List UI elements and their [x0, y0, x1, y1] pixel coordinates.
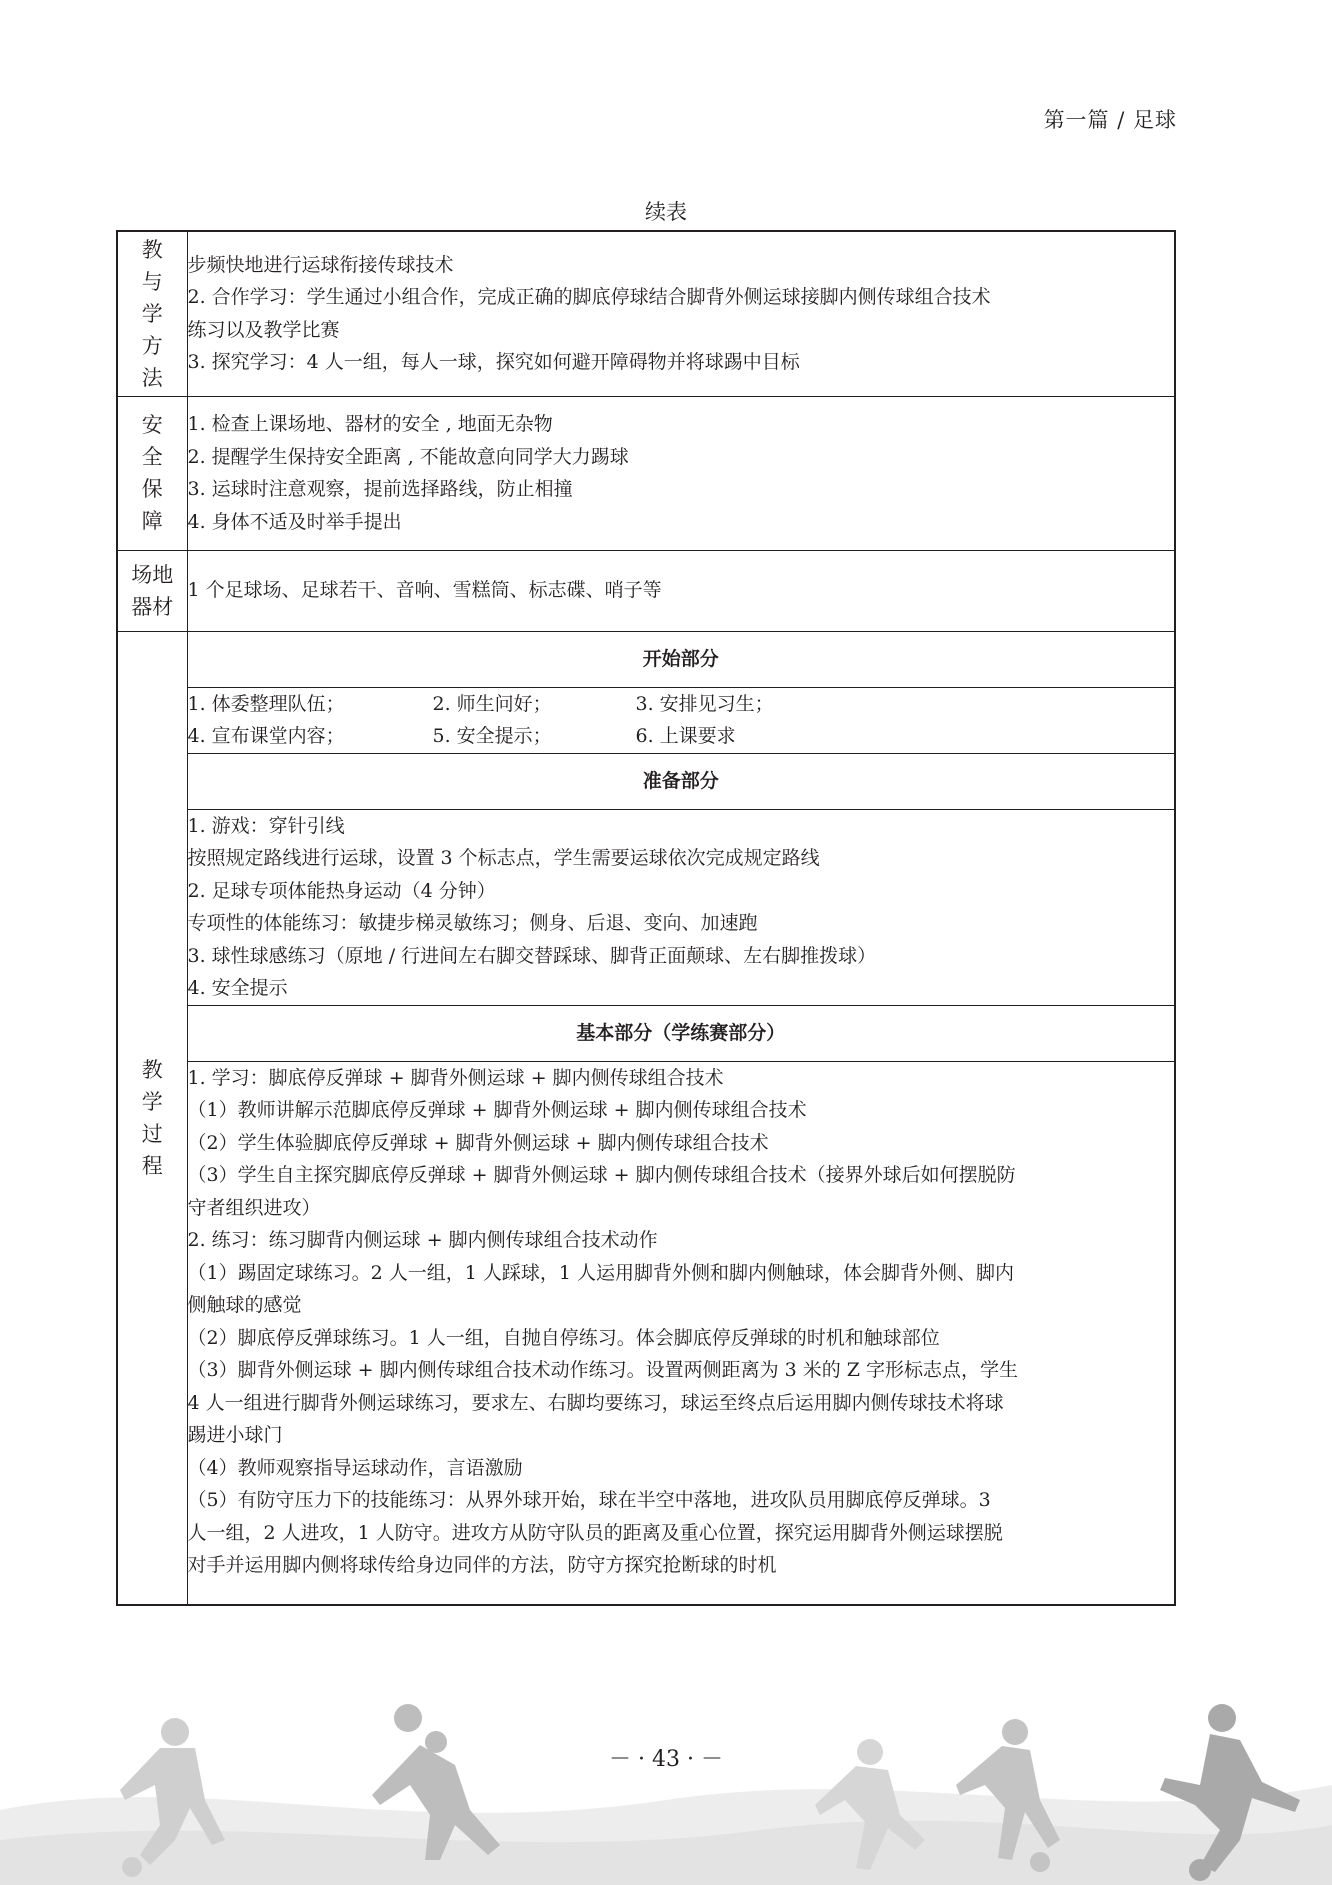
method-row — [117, 231, 1175, 396]
safety-line: 1. 检查上课场地、器材的安全 , 地面无杂物 — [187, 413, 553, 435]
start-content — [187, 687, 1175, 753]
safety-label-cell — [117, 396, 187, 550]
safety-line: 3. 运球时注意观察，提前选择路线，防止相撞 — [187, 478, 573, 500]
warmup-line: 按照规定路线进行运球，设置 3 个标志点，学生需要运球依次完成规定路线 — [187, 847, 820, 869]
basic-line: 对手并运用脚内侧将球传给身边同伴的方法，防守方探究抢断球的时机 — [187, 1554, 777, 1576]
basic-line: 守者组织进攻） — [187, 1196, 321, 1219]
basic-content — [187, 1061, 1175, 1605]
start-section-title: 开始部分 — [187, 631, 1175, 687]
warmup-section-title: 准备部分 — [187, 753, 1175, 809]
basic-title-row — [117, 1005, 1175, 1061]
basic-line: 侧触球的感觉 — [187, 1294, 302, 1316]
method-line: 3. 探究学习：4 人一组，每人一球，探究如何避开障碍物并将球踢中目标 — [187, 351, 800, 374]
basic-line: 4 人一组进行脚背外侧运球练习，要求左、右脚均要练习，球运至终点后运用脚内侧传球技术将球 — [187, 1391, 1004, 1414]
safety-content — [187, 396, 1175, 550]
warmup-title-row — [117, 753, 1175, 809]
method-label: 教与学方法 — [141, 237, 163, 390]
method-line: 2. 合作学习：学生通过小组合作，完成正确的脚底停球结合脚背外侧运球接脚内侧传球组合技术 — [187, 286, 991, 309]
start-item: 3. 安排见习生； — [635, 692, 774, 715]
basic-line: （2）脚底停反弹球练习。1 人一组，自抛自停练习。体会脚底停反弹球的时机和触球部位 — [187, 1326, 940, 1349]
basic-line: 1. 学习：脚底停反弹球 + 脚背外侧运球 + 脚内侧传球组合技术 — [187, 1066, 724, 1089]
equipment-content — [187, 550, 1175, 631]
footer-soccer-illustration — [0, 1690, 1332, 1885]
safety-line: 4. 身体不适及时举手提出 — [187, 510, 402, 533]
running-header: 第一篇 / 足球 — [1043, 108, 1177, 132]
safety-line: 2. 提醒学生保持安全距离 , 不能故意向同学大力踢球 — [187, 445, 629, 468]
page-number: － · 43 · － — [609, 1747, 723, 1772]
process-label: 教学过程 — [141, 1057, 163, 1178]
start-content-row — [117, 687, 1175, 753]
warmup-line: 1. 游戏：穿针引线 — [187, 814, 345, 837]
start-title-row — [117, 631, 1175, 687]
basic-line: 人一组，2 人进攻，1 人防守。进攻方从防守队员的距离及重心位置，探究运用脚背外侧运球摆脱 — [187, 1521, 1003, 1544]
process-label-cell — [117, 631, 187, 1605]
equipment-label: 场地 — [131, 562, 174, 587]
method-content — [187, 231, 1175, 396]
basic-line: （1）教师讲解示范脚底停反弹球 + 脚背外侧运球 + 脚内侧传球组合技术 — [187, 1099, 807, 1121]
equipment-row — [117, 550, 1175, 631]
basic-line: （3）脚背外侧运球 + 脚内侧传球组合技术动作练习。设置两侧距离为 3 米的 Z 字形标志点，学生 — [187, 1359, 1019, 1381]
start-item: 5. 安全提示； — [432, 725, 552, 747]
warmup-line: 3. 球性球感练习（原地 / 行进间左右脚交替踩球、脚背正面颠球、左右脚推拨球） — [187, 944, 877, 967]
basic-line: （4）教师观察指导运球动作，言语激励 — [187, 1456, 523, 1479]
equipment-label: 器材 — [131, 594, 174, 619]
safety-row — [117, 396, 1175, 550]
basic-section-title: 基本部分（学练赛部分） — [187, 1005, 1175, 1061]
basic-line: （5）有防守压力下的技能练习：从界外球开始，球在半空中落地，进攻队员用脚底停反弹球。3 — [187, 1489, 991, 1511]
start-item: 2. 师生问好； — [432, 692, 552, 715]
method-line: 练习以及教学比赛 — [187, 318, 340, 341]
start-items — [188, 688, 1175, 753]
warmup-content — [187, 809, 1175, 1005]
basic-content-row — [117, 1061, 1175, 1605]
basic-line: （3）学生自主探究脚底停反弹球 + 脚背外侧运球 + 脚内侧传球组合技术（接界外球后如何摆脱防 — [187, 1164, 1016, 1186]
warmup-line: 专项性的体能练习：敏捷步梯灵敏练习；侧身、后退、变向、加速跑 — [187, 912, 758, 934]
basic-line: （1）踢固定球练习。2 人一组，1 人踩球，1 人运用脚背外侧和脚内侧触球，体会脚背外侧、脚内 — [187, 1261, 1014, 1284]
start-item: 6. 上课要求 — [635, 725, 736, 747]
equipment-label-cell — [117, 550, 187, 631]
start-item: 1. 体委整理队伍； — [187, 692, 345, 715]
equipment-text: 1 个足球场、足球若干、音响、雪糕筒、标志碟、哨子等 — [187, 579, 662, 602]
start-item: 4. 宣布课堂内容； — [187, 725, 345, 747]
warmup-content-row — [117, 809, 1175, 1005]
basic-line: 2. 练习：练习脚背内侧运球 + 脚内侧传球组合技术动作 — [187, 1229, 658, 1251]
table-caption: 续表 — [645, 200, 687, 224]
method-label-cell — [117, 231, 187, 396]
warmup-line: 2. 足球专项体能热身运动（4 分钟） — [187, 879, 496, 902]
lesson-plan-table — [116, 230, 1176, 1606]
basic-line: （2）学生体验脚底停反弹球 + 脚背外侧运球 + 脚内侧传球组合技术 — [187, 1131, 769, 1154]
safety-label: 安全保障 — [141, 413, 163, 533]
method-line: 步频快地进行运球衔接传球技术 — [187, 253, 454, 276]
warmup-line: 4. 安全提示 — [187, 977, 288, 999]
basic-line: 踢进小球门 — [187, 1424, 283, 1446]
